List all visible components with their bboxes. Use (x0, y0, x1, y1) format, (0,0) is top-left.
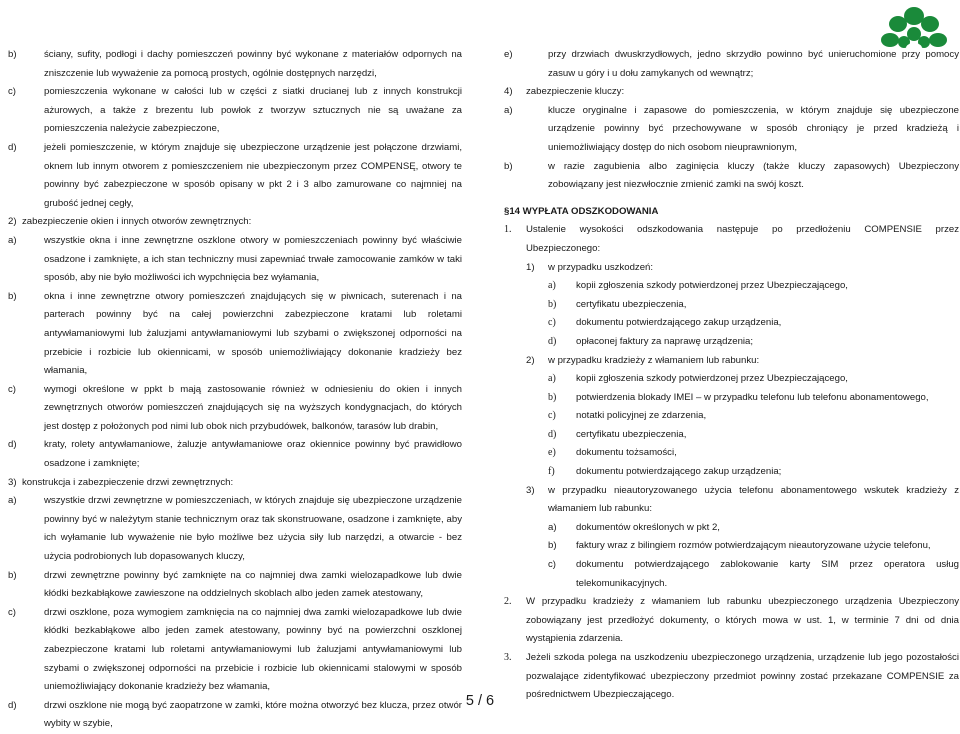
clause-item (504, 259, 959, 278)
clause-item (504, 519, 959, 538)
clause-text: certyfikatu ubezpieczenia, (576, 298, 687, 310)
clause-text: drzwi zewnętrzne powinny być zamknięte na co najmniej dwa zamki wielozapadkowe lub dwie kłódki bezkabłąkowe zawieszone na oddzielnych skoblach albo jeden zamek atestowany, (44, 569, 462, 600)
clause-item (504, 221, 959, 258)
right-column (504, 46, 959, 705)
clause-label: c) (548, 559, 556, 571)
clause-text: kopii zgłoszenia szkody potwierdzonej przez Ubezpieczającego, (576, 280, 848, 292)
clause-text: dokumentu tożsamości, (576, 447, 677, 459)
clause-text: kopii zgłoszenia szkody potwierdzonej przez Ubezpieczającego, (576, 373, 848, 385)
clause-label: c) (8, 86, 16, 98)
clause-text: przy drzwiach dwuskrzydłowych, jedno skrzydło powinno być unieruchomione przy pomocy zasuw u góry i u dołu zamykanych od wewnątrz; (548, 49, 959, 79)
clause-label: a) (548, 521, 557, 533)
clause-label: e) (504, 49, 513, 60)
clause-item (8, 213, 462, 232)
clause-label: b) (8, 569, 17, 581)
clause-label: b) (8, 290, 17, 302)
clause-text: w przypadku uszkodzeń: (548, 261, 654, 273)
clause-item (8, 46, 462, 83)
clause-text: pomieszczenia wykonane w całości lub w części z siatki drucianej lub z innych konstrukcji ażurowych, a także z brezentu lub powłok z tworzyw sztucznych nie są uważane za pomieszczenia należycie zabezpieczone, (44, 86, 462, 135)
clause-label: b) (548, 391, 557, 403)
clause-item (8, 436, 462, 473)
clause-text: potwierdzenia blokady IMEI – w przypadku telefonu lub telefonu abonamentowego, (576, 391, 929, 403)
clause-text: w przypadku nieautoryzowanego użycia telefonu abonamentowego wskutek kradzieży z włamaniem lub rabunku: (548, 484, 959, 515)
clause-text: dokumentu potwierdzającego zablokowanie karty SIM przez operatora usług telekomunikacyjnych. (576, 559, 959, 589)
clause-item (504, 314, 959, 333)
clause-label: f) (548, 466, 555, 478)
compensa-logo-icon (868, 0, 960, 50)
clause-label: a) (548, 280, 556, 292)
clause-text: certyfikatu ubezpieczenia, (576, 428, 687, 440)
clause-text: kraty, rolety antywłamaniowe, żaluzje antywłamaniowe oraz okiennice powinny być prawidłowo osadzone i zamknięte; (44, 439, 462, 470)
clause-label: a) (8, 234, 17, 246)
clause-label: 3) (526, 484, 535, 496)
clause-text: opłaconej faktury za naprawę urządzenia; (576, 335, 754, 347)
clause-item (504, 83, 959, 102)
clause-item (504, 333, 959, 352)
clause-label: b) (8, 49, 17, 60)
clause-label: e) (548, 447, 556, 459)
clause-label: b) (548, 298, 557, 310)
clause-item (504, 370, 959, 389)
page-number: 5 / 6 (465, 693, 495, 709)
clause-label: 1) (526, 261, 535, 273)
clause-item (8, 381, 462, 437)
clause-label: c) (548, 317, 556, 329)
clause-label: 2) (526, 354, 535, 366)
clause-item (504, 444, 959, 463)
clause-label: a) (8, 495, 17, 507)
clause-text: klucze oryginalne i zapasowe do pomieszczenia, w którym znajduje się ubezpieczone urządzenie powinny być przechowywane w sposób chroniący je przed kradzieżą i uniemożliwiający dostęp do nich osobom nieuprawnionym, (548, 104, 959, 153)
clause-item (504, 593, 959, 649)
clause-label: d) (8, 699, 17, 711)
clause-label: d) (548, 335, 557, 347)
clause-item (504, 352, 959, 371)
clause-label: 2. (504, 596, 512, 608)
clause-label: c) (8, 383, 16, 395)
clause-item (8, 232, 462, 288)
clause-item (504, 158, 959, 195)
clause-item (504, 277, 959, 296)
clause-text: faktury wraz z bilingiem rozmów potwierdzającym nieautoryzowane użycie telefonu, (576, 540, 931, 552)
clause-item (8, 139, 462, 213)
clause-label: 3. (504, 652, 512, 663)
clause-text: drzwi oszklone nie mogą być zaopatrzone w zamki, które można otworzyć bez klucza, przez otwór wybity w szybie, (44, 699, 462, 730)
clause-text: w razie zagubienia albo zaginięcia kluczy (także kluczy zapasowych) Ubezpieczony zobowiązany jest niezwłocznie zmienić zamki na swój koszt. (548, 160, 959, 191)
clause-text: konstrukcja i zabezpieczenie drzwi zewnętrznych: (22, 476, 234, 488)
clause-text: Jeżeli szkoda polega na uszkodzeniu ubezpieczonego urządzenia, urządzenie lub jego pozostałości pozwalające zidentyfikować ubezpieczony przedmiot powinny zostać przekazane COMPENSIE za pośrednictwem Ubezpieczającego. (526, 652, 959, 701)
clause-item (504, 296, 959, 315)
clause-label: a) (548, 373, 556, 385)
clause-item (504, 463, 959, 482)
clause-text: dokumentu potwierdzającego zakup urządzenia, (576, 317, 782, 329)
clause-label: b) (548, 540, 557, 552)
clause-label: 1. (504, 224, 512, 236)
clause-text: w przypadku kradzieży z włamaniem lub rabunku: (548, 354, 760, 366)
clause-text: dokumentów określonych w pkt 2, (576, 521, 720, 533)
clause-label: d) (8, 141, 17, 153)
clause-label: 4) (504, 86, 513, 98)
section-heading: §14 WYPŁATA ODSZKODOWANIA (504, 205, 659, 217)
clause-text: drzwi oszklone, poza wymogiem zamknięcia na co najmniej dwa zamki wielozapadkowe lub dwie kłódki bezkabłąkowe albo jeden zamek atestowany, powinny być na powierzchni oszklonej zabezpieczone kratami lub roletami antywłamaniowymi lub żaluzjami antywłamaniowymi lub szybami o zwiększonej odporności na przebicie i rozbicie lub okiennicami stalowymi w sposób uniemożliwiający dokonanie kradzieży bez włamania, (44, 606, 462, 693)
clause-item (8, 83, 462, 139)
clause-item (504, 537, 959, 556)
clause-text: jeżeli pomieszczenie, w którym znajduje się ubezpieczone urządzenie jest połączone drzwiami, oknem lub innym otworem z pomieszczeniem nie ubezpieczonym przez COMPENSĘ, otwory te powinny być zabezpieczone w sposób opisany w pkt 2 i 3 albo zamurowane co najmniej na grubość jednej cegły, (44, 141, 462, 209)
clause-text: dokumentu potwierdzającego zakup urządzenia; (576, 466, 782, 478)
clause-item (504, 46, 959, 83)
clause-text: zabezpieczenie okien i innych otworów zewnętrznych: (22, 216, 252, 228)
clause-item (8, 567, 462, 604)
clause-item (504, 407, 959, 426)
clause-item (8, 492, 462, 566)
clause-text: notatki policyjnej ze zdarzenia, (576, 410, 707, 422)
clause-label: c) (548, 410, 556, 422)
clause-item (504, 102, 959, 158)
clause-label: d) (548, 428, 557, 440)
clause-item (504, 482, 959, 519)
clause-text: W przypadku kradzieży z włamaniem lub rabunku ubezpieczonego urządzenia Ubezpieczony zobowiązany jest przedłożyć dokumenty, o których mowa w ust. 1, w terminie 7 dni od dnia wystąpienia zdarzenia. (526, 596, 959, 645)
clause-item (8, 604, 462, 697)
clause-label: c) (8, 606, 16, 618)
left-column (8, 46, 462, 734)
clause-text: wszystkie okna i inne zewnętrzne oszklone otwory w pomieszczeniach powinny być właściwie osadzone i zamknięte, a ich stan techniczny musi zapewniać trwałe zamocowanie zamków w taki sposób, aby nie było możliwości ich wypchnięcia bez wyłamania, (44, 234, 462, 284)
clause-item (504, 389, 959, 408)
clause-text: wszystkie drzwi zewnętrzne w pomieszczeniach, w których znajduje się ubezpieczone urządzenie powinny być w należytym stanie technicznym oraz tak skonstruowane, osadzone i zamknięte, aby ich wyłamanie lub wyważenie nie było możliwe bez użycia siły lub narzędzi, a otwarcie - bez użycia podrobionych lub dopasowanych kluczy, (44, 495, 462, 563)
clause-item (504, 556, 959, 593)
clause-label: a) (504, 104, 513, 116)
clause-item (8, 288, 462, 381)
clause-text: okna i inne zewnętrzne otwory pomieszczeń znajdujących się w piwnicach, suterenach i na parterach powinny być na całej powierzchni zabezpieczone kratami lub roletami antywłamaniowymi lub żaluzjami antywłamaniowymi lub szybami o zwiększonej odporności na przebicie i rozbicie lub okiennicami, w sposób uniemożliwiający dokonanie kradzieży bez włamania, (44, 290, 462, 377)
clause-text: zabezpieczenie kluczy: (526, 86, 625, 98)
clause-item (504, 426, 959, 445)
clause-text: Ustalenie wysokości odszkodowania następuje po przedłożeniu COMPENSIE przez Ubezpieczonego: (526, 224, 959, 254)
clause-label: 3) (8, 476, 17, 488)
clause-item (8, 474, 462, 493)
clause-label: d) (8, 439, 17, 451)
clause-text: wymogi określone w ppkt b mają zastosowanie również w odniesieniu do okien i innych zewnętrznych otworów pomieszczeń znajdujących się na wyższych kondygnacjach, do których jest dostęp z położonych pod nimi lub obok nich przybudówek, balkonów, tarasów lub drabin, (44, 383, 462, 432)
clause-text: ściany, sufity, podłogi i dachy pomieszczeń powinny być wykonane z materiałów odpornych na zniszczenie lub wyważenie za pomocą prostych, ogólnie dostępnych narzędzi, (44, 49, 462, 79)
clause-label: b) (504, 160, 513, 172)
clause-label: 2) (8, 216, 17, 228)
